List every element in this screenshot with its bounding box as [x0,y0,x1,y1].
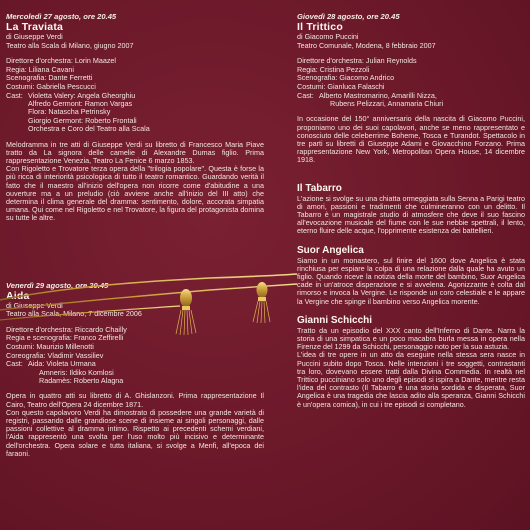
trittico-section [297,12,525,165]
aida-credit: Costumi: Maurizio Millenotti [6,342,94,351]
cast-member: Aida: Violeta Urmana [28,359,96,369]
traviata-production: Teatro alla Scala di Milano, giugno 2007 [6,40,134,50]
angelica-section [297,245,525,306]
cast-member: Giorgio Germont: Roberto Frontali [28,115,137,125]
cast-member: Alfredo Germont: Ramon Vargas [28,98,133,108]
cast-member: Amneris: Ildiko Komlosi [39,367,114,377]
trittico-title: Il Trittico [297,21,343,33]
trittico-credit: Direttore d'orchestra: Julian Reynolds [297,56,417,66]
schicchi-description: Tratto da un episodio del XXX canto dell'Inferno di Dante. Narra la storia di una simpatica e un poco macabra burla messa in opera nella Firenze del 1299 da Schicchi, personaggio noto per la sua astuzia. [297,325,525,352]
cast-member: Alberto Mastromarino, Amarilli Nizza, [319,90,437,100]
tabarro-title: Il Tabarro [297,182,342,194]
right-column [297,12,525,409]
cast-member: Radamès: Roberto Alagna [39,376,124,385]
trittico-credit: Regia: Cristina Pezzoli [297,64,370,74]
traviata-section [6,12,264,223]
trittico-production: Teatro Comunale, Modena, 8 febbraio 2007 [297,40,436,50]
aida-credit: Direttore d'orchestra: Riccardo Chailly [6,324,127,334]
tabarro-section [297,183,525,236]
tassel-fringe [253,301,270,323]
traviata-credit: Direttore d'orchestra: Lorin Maazel [6,56,117,66]
traviata-description: Melodramma in tre atti di Giuseppe Verdi su libretto di Francesco Maria Piave tratto da La signora delle camelie di Alexandre Dumas figlio. Prima rappresentazione Venezia, Teatro La Fenice 6 marzo 1853. [6,139,264,165]
aida-description: Opera in quattro atti su libretto di A. Ghislanzoni. Prima rappresentazione Il Cairo, Teatro dell'Opera 24 dicembre 1871. [6,391,264,409]
traviata-title: La Traviata [6,21,64,33]
angelica-description: Siamo in un monastero, sul finire del 1600 dove Angelica è stata rinchiusa per espiare la colpa di una relazione dalla quale ha avuto un figlio. Quando riceve la notizia della morte del bambino, Suor Angelica cade in un'atroce disperazione e si avvelena. Agonizzante è colta dal rimorso e invoca la Vergine. Le risponde un coro celestiale e le appare la Vergine che spinge il bambino verso Angelica morente. [297,255,525,306]
aida-title: Aida [6,289,30,302]
cast-member: Orchestra e Coro del Teatro alla Scala [28,124,150,134]
aida-credit: Regia e scenografia: Franco Zeffirelli [6,333,124,343]
aida-credit: Coreografia: Vladimir Vassiliev [6,350,104,360]
tassel-decoration [0,262,297,336]
traviata-credit: Scenografia: Dante Ferretti [6,73,93,83]
cord-line [0,284,297,310]
cast-member: Rubens Pelizzari, Annamaria Chiuri [330,98,444,108]
trittico-cast [297,92,525,109]
tassel-head [180,289,192,310]
trittico-date: Giovedì 28 agosto, ore 20.45 [297,12,400,21]
cast-label: Cast: [6,90,23,100]
aida-cast [6,360,264,385]
trittico-description: In occasione del 150° anniversario della nascita di Giacomo Puccini, proponiamo uno dei suoi capolavori, anche se meno rappresentato e conosciuto delle celeberrime Boheme, Tosca e Turandot. Spettacolo in tre parti su libretti di Giuseppe Adami e Giovacchino Forzano. Prima rappresentazione New York, Metropolitan Opera House, 14 dicembre 1918. [297,114,525,165]
cast-label: Cast: [297,90,314,100]
traviata-date: Mercoledì 27 agosto, ore 20.45 [6,12,117,21]
aida-description: Con questo capolavoro Verdi ha dimostrato di possedere una grande varietà di registri, passando dalle grandiose scene di insieme ai singoli personaggi, dalle passioni collettive al dramma intimo. Rispetto ai precedenti schemi verdiani, l'Aida rappresentò una svolta per l'uso molto più incisivo e determinante dell'orchestra. Opera solare e tutta italiana, si svolge a Menfi, all'epoca dei faraoni. [6,407,264,458]
tassel-head [257,282,268,301]
aida-composer: di Giuseppe Verdi [6,300,63,310]
left-column [6,12,264,458]
traviata-composer: di Giuseppe Verdi [6,32,63,41]
schicchi-title: Gianni Schicchi [297,314,373,326]
tassel-fringe [176,310,196,335]
trittico-credit: Scenografia: Giacomo Andrico [297,73,395,83]
cast-member: Flora: Natascha Petrinsky [28,107,111,117]
trittico-composer: di Giacomo Puccini [297,32,359,41]
aida-production: Teatro alla Scala, Milano, 7 dicembre 2006 [6,309,142,319]
traviata-credit: Regia: Liliana Cavani [6,64,74,74]
schicchi-section [297,315,525,409]
traviata-credit: Costumi: Gabriella Pescucci [6,81,96,91]
tabarro-description: L'azione si svolge su una chiatta ormeggiata sulla Senna a Parigi teatro di amori, passioni e tradimenti che culmineranno con un delitto. Il Tabarro è un magistrale studio di atmosfere che deve il suo fascino all'evocazione musicale del fiume con le sue nebbie spettrali, il lento, eterno fluire delle acque, l'opprimente esistenza dei battellieri. [297,193,525,236]
cast-member: Violetta Valery: Angela Gheorghiu [28,90,136,100]
cord-line [0,306,180,320]
cast-label: Cast: [6,359,23,369]
aida-date: Venerdì 29 agosto, ore 20.45 [6,280,109,290]
schicchi-description: L'idea di tre opere in un atto da eseguire nella stessa sera nasce in Puccini subito dopo Tosca. Nelle intenzioni i tre soggetti, contrastanti tra loro, dovevano essere tratti dalla Divina Commedia. In realtà nel Trittico pucciniano solo uno degli episodi si ispira a Dante, mentre resta l'idea del contrasto (Il Tabarro è una storia sordida e disperata, Suor Angelica è una tragedia che lascia adito alla speranza, Gianni Schicchi è un'opera comica), in cui i tre episodi si completano. [297,350,525,409]
angelica-title: Suor Angelica [297,244,364,256]
traviata-description: Con Rigoletto e Trovatore terza opera della "trilogia popolare". Questa è forse la più ricca di interiorità psicologica di tutto il teatro romantico. Guardando verità il fatto che il maestro all'inizio dell'opera non ricorre come d'abitudine a una ouverture ma a un preludio (ciò avviene anche all'inizio del III atto) che determina il clima generale del dramma: sentimento, dolore, accorata simpatia umana. Qui come nel Rigoletto e nel Trovatore, la figura del protagonista domina su tutte le altre. [6,164,264,223]
traviata-cast [6,92,264,134]
trittico-credit: Costumi: Gianluca Falaschi [297,81,385,91]
